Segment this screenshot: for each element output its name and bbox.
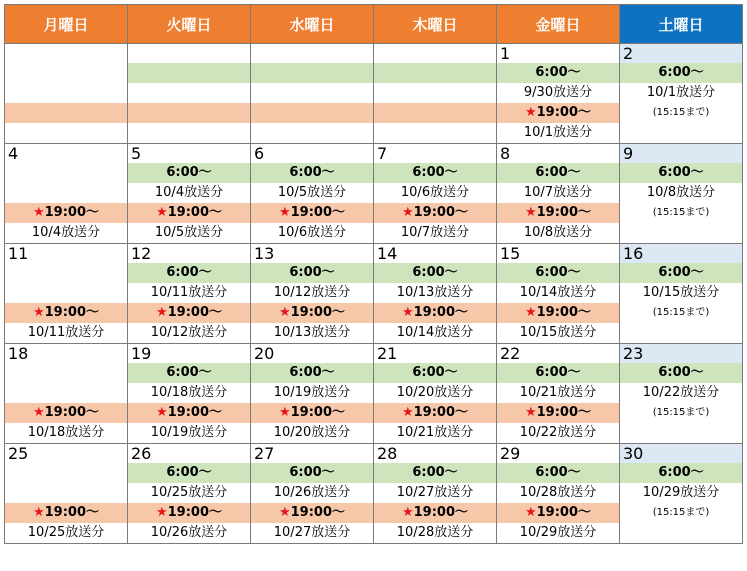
morning-broadcast-label: 10/21放送分: [497, 383, 620, 403]
week-3-eair-row: [5, 323, 743, 344]
header-tuesday: 火曜日: [128, 5, 251, 44]
date-number: [128, 44, 251, 64]
evening-time-text: 19:00～: [290, 405, 346, 420]
morning-broadcast-label: 10/29放送分: [620, 483, 743, 503]
evening-time-text: 19:00～: [44, 205, 100, 220]
week-1-morn-row: [5, 63, 743, 83]
morning-broadcast-label: [5, 383, 128, 403]
evening-broadcast-label: [620, 523, 743, 544]
evening-broadcast-label: [620, 423, 743, 444]
morning-time-label: 6:00～: [128, 463, 251, 483]
evening-broadcast-label: [620, 123, 743, 144]
broadcast-calendar: [4, 4, 743, 544]
morning-time-label: 6:00～: [497, 463, 620, 483]
star-icon: ★: [524, 505, 537, 520]
date-number: 11: [5, 244, 128, 264]
evening-broadcast-label: [620, 223, 743, 244]
evening-time-text: 19:00～: [44, 305, 100, 320]
morning-time-label: 6:00～: [128, 263, 251, 283]
evening-broadcast-label: 10/22放送分: [497, 423, 620, 444]
evening-broadcast-label: 10/21放送分: [374, 423, 497, 444]
week-1-date-row: [5, 44, 743, 64]
morning-time-label: 6:00～: [620, 63, 743, 83]
star-icon: ★: [32, 305, 45, 320]
saturday-end-note: (15:15まで): [620, 403, 743, 423]
evening-broadcast-label: [251, 123, 374, 144]
empty-morning-band: [251, 63, 374, 83]
evening-time-label: [251, 503, 374, 523]
week-4-eve-row: [5, 403, 743, 423]
week-4-eair-row: [5, 423, 743, 444]
date-number: 6: [251, 144, 374, 164]
morning-broadcast-label: 10/20放送分: [374, 383, 497, 403]
morning-time-label: 6:00～: [374, 363, 497, 383]
week-3-morn-row: [5, 263, 743, 283]
week-5-morn-row: [5, 463, 743, 483]
evening-time-text: 19:00～: [290, 505, 346, 520]
date-number: 5: [128, 144, 251, 164]
evening-time-label: [497, 203, 620, 223]
evening-broadcast-label: 10/7放送分: [374, 223, 497, 244]
evening-time-label: [497, 503, 620, 523]
empty-evening-band: [251, 103, 374, 123]
star-icon: ★: [278, 305, 291, 320]
evening-time-text: 19:00～: [167, 205, 223, 220]
date-number: 20: [251, 344, 374, 364]
evening-time-label: [128, 503, 251, 523]
calendar-body: [5, 44, 743, 544]
morning-broadcast-label: 10/18放送分: [128, 383, 251, 403]
evening-time-label: [374, 503, 497, 523]
empty-cell: [5, 163, 128, 183]
evening-broadcast-label: 10/6放送分: [251, 223, 374, 244]
evening-time-label: [251, 203, 374, 223]
date-number: 4: [5, 144, 128, 164]
evening-time-label: [5, 203, 128, 223]
evening-time-label: [251, 303, 374, 323]
star-icon: ★: [524, 305, 537, 320]
week-5-date-row: [5, 444, 743, 464]
morning-broadcast-label: 10/26放送分: [251, 483, 374, 503]
empty-evening-band: [128, 103, 251, 123]
empty-evening-band: [5, 103, 128, 123]
evening-broadcast-label: 10/26放送分: [128, 523, 251, 544]
saturday-end-note: (15:15まで): [620, 303, 743, 323]
date-number: 22: [497, 344, 620, 364]
morning-time-label: 6:00～: [497, 63, 620, 83]
evening-time-text: 19:00～: [167, 505, 223, 520]
evening-broadcast-label: 10/29放送分: [497, 523, 620, 544]
star-icon: ★: [401, 305, 414, 320]
star-icon: ★: [32, 205, 45, 220]
week-5-eve-row: [5, 503, 743, 523]
morning-time-label: 6:00～: [374, 263, 497, 283]
evening-time-text: 19:00～: [536, 105, 592, 120]
week-5-eair-row: [5, 523, 743, 544]
morning-broadcast-label: 10/12放送分: [251, 283, 374, 303]
morning-time-label: 6:00～: [620, 263, 743, 283]
week-2-eair-row: [5, 223, 743, 244]
star-icon: ★: [155, 405, 168, 420]
week-3-mair-row: [5, 283, 743, 303]
morning-time-label: 6:00～: [251, 163, 374, 183]
star-icon: ★: [155, 305, 168, 320]
week-1-eve-row: [5, 103, 743, 123]
evening-broadcast-label: 10/4放送分: [5, 223, 128, 244]
week-4-date-row: [5, 344, 743, 364]
date-number: 14: [374, 244, 497, 264]
evening-time-label: [374, 203, 497, 223]
evening-broadcast-label: 10/27放送分: [251, 523, 374, 544]
evening-time-label: [5, 403, 128, 423]
date-number: 30: [620, 444, 743, 464]
evening-time-label: [497, 103, 620, 123]
header-saturday: 土曜日: [620, 5, 743, 44]
evening-broadcast-label: [620, 323, 743, 344]
date-number: 1: [497, 44, 620, 64]
empty-cell: [5, 363, 128, 383]
star-icon: ★: [401, 205, 414, 220]
evening-time-text: 19:00～: [44, 405, 100, 420]
morning-time-label: 6:00～: [620, 163, 743, 183]
evening-time-text: 19:00～: [536, 305, 592, 320]
evening-time-text: 19:00～: [536, 405, 592, 420]
week-2-date-row: [5, 144, 743, 164]
date-number: [374, 44, 497, 64]
morning-broadcast-label: 9/30放送分: [497, 83, 620, 103]
morning-broadcast-label: 10/14放送分: [497, 283, 620, 303]
week-2-eve-row: [5, 203, 743, 223]
week-3-eve-row: [5, 303, 743, 323]
star-icon: ★: [155, 205, 168, 220]
evening-time-text: 19:00～: [413, 405, 469, 420]
morning-broadcast-label: 10/13放送分: [374, 283, 497, 303]
star-icon: ★: [32, 405, 45, 420]
morning-broadcast-label: 10/8放送分: [620, 183, 743, 203]
morning-broadcast-label: 10/4放送分: [128, 183, 251, 203]
evening-time-text: 19:00～: [290, 205, 346, 220]
date-number: 28: [374, 444, 497, 464]
saturday-end-note: (15:15まで): [620, 203, 743, 223]
evening-time-text: 19:00～: [536, 505, 592, 520]
evening-broadcast-label: [374, 123, 497, 144]
evening-time-text: 19:00～: [44, 505, 100, 520]
evening-broadcast-label: [5, 123, 128, 144]
evening-time-text: 19:00～: [290, 305, 346, 320]
date-number: 18: [5, 344, 128, 364]
week-4-mair-row: [5, 383, 743, 403]
evening-broadcast-label: 10/18放送分: [5, 423, 128, 444]
date-number: 12: [128, 244, 251, 264]
date-number: 25: [5, 444, 128, 464]
star-icon: ★: [524, 205, 537, 220]
date-number: [251, 44, 374, 64]
date-number: 27: [251, 444, 374, 464]
star-icon: ★: [278, 205, 291, 220]
morning-time-label: 6:00～: [374, 163, 497, 183]
evening-time-label: [128, 203, 251, 223]
evening-broadcast-label: 10/11放送分: [5, 323, 128, 344]
date-number: 23: [620, 344, 743, 364]
week-5-mair-row: [5, 483, 743, 503]
star-icon: ★: [524, 405, 537, 420]
empty-morning-band: [374, 63, 497, 83]
morning-broadcast-label: [128, 83, 251, 103]
evening-broadcast-label: 10/14放送分: [374, 323, 497, 344]
saturday-end-note: (15:15まで): [620, 103, 743, 123]
date-number: 19: [128, 344, 251, 364]
date-number: 2: [620, 44, 743, 64]
evening-time-label: [251, 403, 374, 423]
evening-broadcast-label: 10/25放送分: [5, 523, 128, 544]
morning-broadcast-label: [5, 483, 128, 503]
morning-time-label: 6:00～: [251, 463, 374, 483]
star-icon: ★: [32, 505, 45, 520]
date-number: 9: [620, 144, 743, 164]
evening-broadcast-label: 10/5放送分: [128, 223, 251, 244]
morning-broadcast-label: 10/19放送分: [251, 383, 374, 403]
evening-time-text: 19:00～: [413, 505, 469, 520]
week-1-mair-row: [5, 83, 743, 103]
week-2-morn-row: [5, 163, 743, 183]
empty-evening-band: [374, 103, 497, 123]
morning-time-label: 6:00～: [251, 363, 374, 383]
star-icon: ★: [524, 105, 537, 120]
morning-broadcast-label: 10/22放送分: [620, 383, 743, 403]
morning-time-label: 6:00～: [128, 163, 251, 183]
header-wednesday: 水曜日: [251, 5, 374, 44]
evening-time-text: 19:00～: [413, 205, 469, 220]
evening-time-label: [128, 303, 251, 323]
morning-broadcast-label: [251, 83, 374, 103]
evening-time-label: [5, 503, 128, 523]
evening-broadcast-label: 10/8放送分: [497, 223, 620, 244]
star-icon: ★: [155, 505, 168, 520]
morning-time-label: 6:00～: [374, 463, 497, 483]
morning-broadcast-label: [5, 283, 128, 303]
week-3-date-row: [5, 244, 743, 264]
morning-broadcast-label: 10/25放送分: [128, 483, 251, 503]
star-icon: ★: [401, 405, 414, 420]
date-number: 16: [620, 244, 743, 264]
date-number: 29: [497, 444, 620, 464]
morning-time-label: 6:00～: [620, 363, 743, 383]
week-4-morn-row: [5, 363, 743, 383]
evening-broadcast-label: 10/12放送分: [128, 323, 251, 344]
date-number: 7: [374, 144, 497, 164]
morning-time-label: 6:00～: [128, 363, 251, 383]
evening-broadcast-label: 10/13放送分: [251, 323, 374, 344]
header-friday: 金曜日: [497, 5, 620, 44]
morning-time-label: 6:00～: [497, 363, 620, 383]
date-number: 26: [128, 444, 251, 464]
evening-time-text: 19:00～: [167, 305, 223, 320]
morning-time-label: 6:00～: [497, 163, 620, 183]
evening-broadcast-label: 10/1放送分: [497, 123, 620, 144]
morning-broadcast-label: 10/11放送分: [128, 283, 251, 303]
morning-broadcast-label: 10/1放送分: [620, 83, 743, 103]
date-number: 15: [497, 244, 620, 264]
evening-time-text: 19:00～: [167, 405, 223, 420]
weekday-header-row: [5, 5, 743, 44]
evening-time-label: [374, 403, 497, 423]
evening-broadcast-label: 10/15放送分: [497, 323, 620, 344]
star-icon: ★: [278, 505, 291, 520]
empty-cell: [5, 263, 128, 283]
morning-broadcast-label: [5, 183, 128, 203]
morning-time-label: 6:00～: [251, 263, 374, 283]
morning-broadcast-label: 10/6放送分: [374, 183, 497, 203]
evening-time-label: [128, 403, 251, 423]
header-thursday: 木曜日: [374, 5, 497, 44]
evening-broadcast-label: 10/28放送分: [374, 523, 497, 544]
evening-time-text: 19:00～: [413, 305, 469, 320]
evening-time-text: 19:00～: [536, 205, 592, 220]
date-number: 8: [497, 144, 620, 164]
morning-broadcast-label: [5, 83, 128, 103]
morning-broadcast-label: 10/5放送分: [251, 183, 374, 203]
morning-broadcast-label: 10/7放送分: [497, 183, 620, 203]
evening-broadcast-label: [128, 123, 251, 144]
week-2-mair-row: [5, 183, 743, 203]
date-number: 21: [374, 344, 497, 364]
evening-time-label: [5, 303, 128, 323]
empty-cell: [5, 463, 128, 483]
empty-cell: [5, 63, 128, 83]
date-number: [5, 44, 128, 64]
evening-time-label: [374, 303, 497, 323]
week-1-eair-row: [5, 123, 743, 144]
morning-broadcast-label: [374, 83, 497, 103]
saturday-end-note: (15:15まで): [620, 503, 743, 523]
evening-time-label: [497, 303, 620, 323]
evening-broadcast-label: 10/20放送分: [251, 423, 374, 444]
morning-time-label: 6:00～: [620, 463, 743, 483]
morning-broadcast-label: 10/27放送分: [374, 483, 497, 503]
star-icon: ★: [278, 405, 291, 420]
date-number: 13: [251, 244, 374, 264]
morning-time-label: 6:00～: [497, 263, 620, 283]
header-monday: 月曜日: [5, 5, 128, 44]
morning-broadcast-label: 10/15放送分: [620, 283, 743, 303]
empty-morning-band: [128, 63, 251, 83]
star-icon: ★: [401, 505, 414, 520]
evening-time-label: [497, 403, 620, 423]
evening-broadcast-label: 10/19放送分: [128, 423, 251, 444]
morning-broadcast-label: 10/28放送分: [497, 483, 620, 503]
